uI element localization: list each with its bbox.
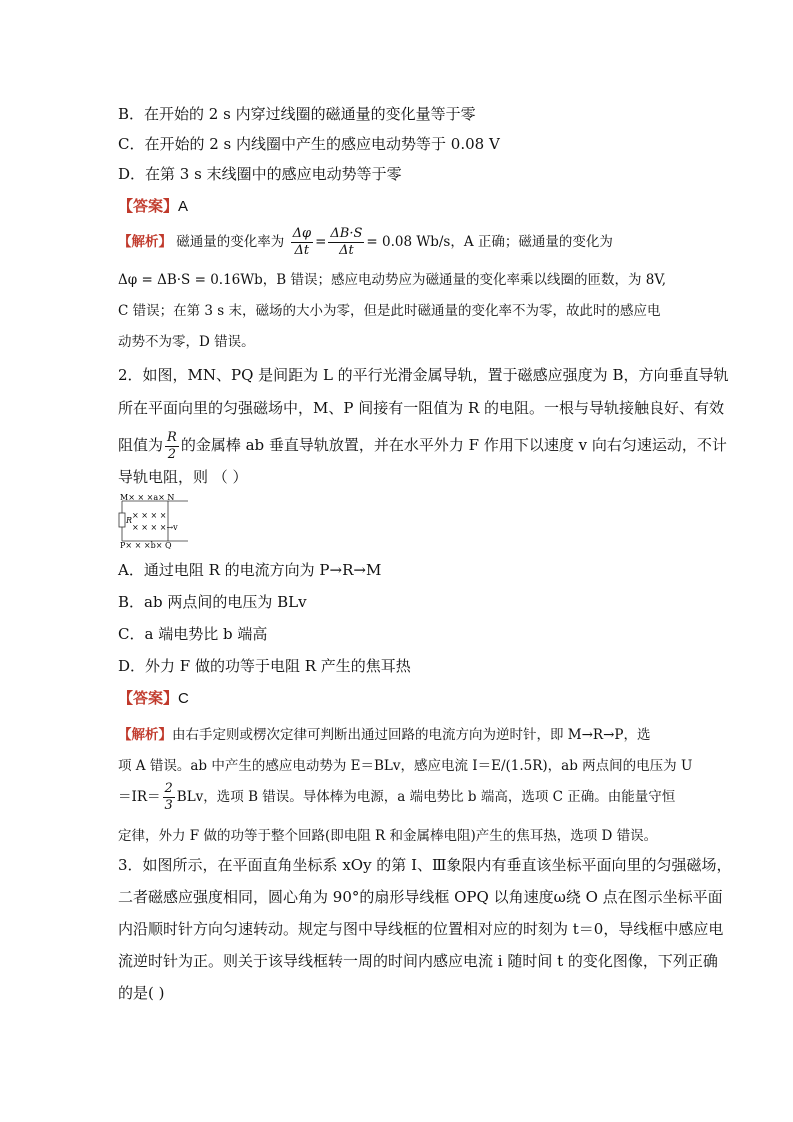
- q1-analysis-line-2: Δφ = ΔB·S = 0.16Wb，B 错误；感应电动势应为磁通量的变化率乘以线圈的匝数，为 8V,: [118, 272, 667, 288]
- q1-analysis-line-1: 【解析】 磁通量的变化率为 $\frac{\Delta\varphi}{\Delta t}$ = $\frac{\Delta B\cdot S}{\Delta t}$ = 0.08 Wb/s，A 正确；磁通量的变化为: [118, 226, 613, 258]
- rail-circuit-figure: [118, 493, 198, 549]
- q2-answer: [118, 688, 189, 709]
- q1-answer: [118, 196, 188, 217]
- q3-stem-line-2: 二者磁感应强度相同，圆心角为 90°的扇形导线框 OPQ 以角速度ω绕 O 点在图示坐标平面: [118, 888, 723, 906]
- q2-stem-line-2: 所在平面向里的匀强磁场中，M、P 间接有一阻值为 R 的电阻。一根与导轨接触良好、有效: [118, 399, 725, 417]
- q2-stem-line-1: 2．如图，MN、PQ 是间距为 L 的平行光滑金属导轨，置于磁感应强度为 B，方向垂直导轨: [118, 366, 729, 384]
- fraction-dphi-dt: $\frac{\Delta\varphi}{\Delta t}$: [292, 226, 312, 258]
- q3-stem-line-1: 3．如图所示，在平面直角坐标系 xOy 的第 Ⅰ、Ⅲ象限内有垂直该坐标平面向里的匀强磁场，: [118, 856, 732, 874]
- answer-value: C: [178, 690, 189, 707]
- analysis-text: 磁通量的变化率为: [176, 234, 285, 250]
- q1-option-c: C．在开始的 2 s 内线圈中产生的感应电动势等于 0.08 V: [118, 135, 500, 153]
- q3-stem-line-5: 的是( ): [118, 984, 165, 1002]
- answer-value: A: [178, 198, 189, 215]
- q1-option-d: D．在第 3 s 末线圈中的感应电动势等于零: [118, 165, 402, 183]
- q2-option-c: C．a 端电势比 b 端高: [118, 625, 268, 643]
- answer-tag: 【答案】: [118, 197, 179, 215]
- q2-analysis-line-2: 项 A 错误。ab 中产生的感应电动势为 E＝BLv，感应电流 I＝E/(1.5R)，ab 两点间的电压为 U: [118, 758, 693, 774]
- q2-option-b: B．ab 两点间的电压为 BLv: [118, 593, 307, 611]
- fraction-dbs-dt: $\frac{\Delta B\cdot S}{\Delta t}$: [330, 226, 363, 258]
- q2-analysis-line-4: 定律，外力 F 做的功等于整个回路(即电阻 R 和金属棒电阻)产生的焦耳热，选项 D 错误。: [118, 828, 658, 844]
- q2-analysis-line-1: 【解析】由右手定则或楞次定律可判断出通过回路的电流方向为逆时针，即 M→R→P，选: [118, 727, 651, 743]
- answer-tag: 【答案】: [118, 689, 179, 707]
- fraction-2-over-3: $\frac{2}{3}$: [164, 781, 173, 813]
- q2-analysis-line-3: ＝IR＝ $\frac{2}{3}$ BLv，选项 B 错误。导体棒为电源，a 端电势比 b 端高，选项 C 正确。由能量守恒: [118, 781, 676, 813]
- q3-stem-line-3: 内沿顺时针方向匀速转动。规定与图中导线框的位置相对应的时刻为 t＝0，导线框中感应电: [118, 920, 724, 938]
- analysis-tag: 【解析】: [118, 727, 172, 743]
- fig-row-1: M× × ×a× N: [120, 493, 175, 502]
- fig-row-4: P× × ×b× Q: [120, 541, 172, 549]
- analysis-text: = 0.08 Wb/s，A 正确；磁通量的变化为: [366, 234, 613, 250]
- q1-option-b: B．在开始的 2 s 内穿过线圈的磁通量的变化量等于零: [118, 105, 476, 123]
- fig-row-2: × × × ×: [132, 511, 167, 520]
- q2-option-d: D．外力 F 做的功等于电阻 R 产生的焦耳热: [118, 657, 411, 675]
- fig-label-r: R: [126, 516, 133, 525]
- q2-option-a: A．通过电阻 R 的电流方向为 P→R→M: [118, 561, 382, 579]
- fraction-r-over-2: $\frac{R}{2}$: [167, 429, 177, 462]
- fig-row-3: × × × ×→v: [132, 523, 178, 532]
- analysis-tag: 【解析】: [118, 234, 172, 250]
- q3-stem-line-4: 流逆时针为正。则关于该导线框转一周的时间内感应电流 i 随时间 t 的变化图像，下列正确: [118, 952, 718, 970]
- q1-analysis-line-4: 动势不为零，D 错误。: [118, 334, 255, 350]
- q1-analysis-line-3: C 错误；在第 3 s 末，磁场的大小为零，但是此时磁通量的变化率不为零，故此时的感应电: [118, 303, 661, 319]
- q2-stem-line-4: 导轨电阻，则 （ ）: [118, 468, 248, 486]
- resistor-icon: [119, 513, 125, 527]
- q2-stem-line-3: 阻值为 $\frac{R}{2}$ 的金属棒 ab 垂直导轨放置，并在水平外力 F 作用下以速度 v 向右匀速运动，不计: [118, 429, 727, 462]
